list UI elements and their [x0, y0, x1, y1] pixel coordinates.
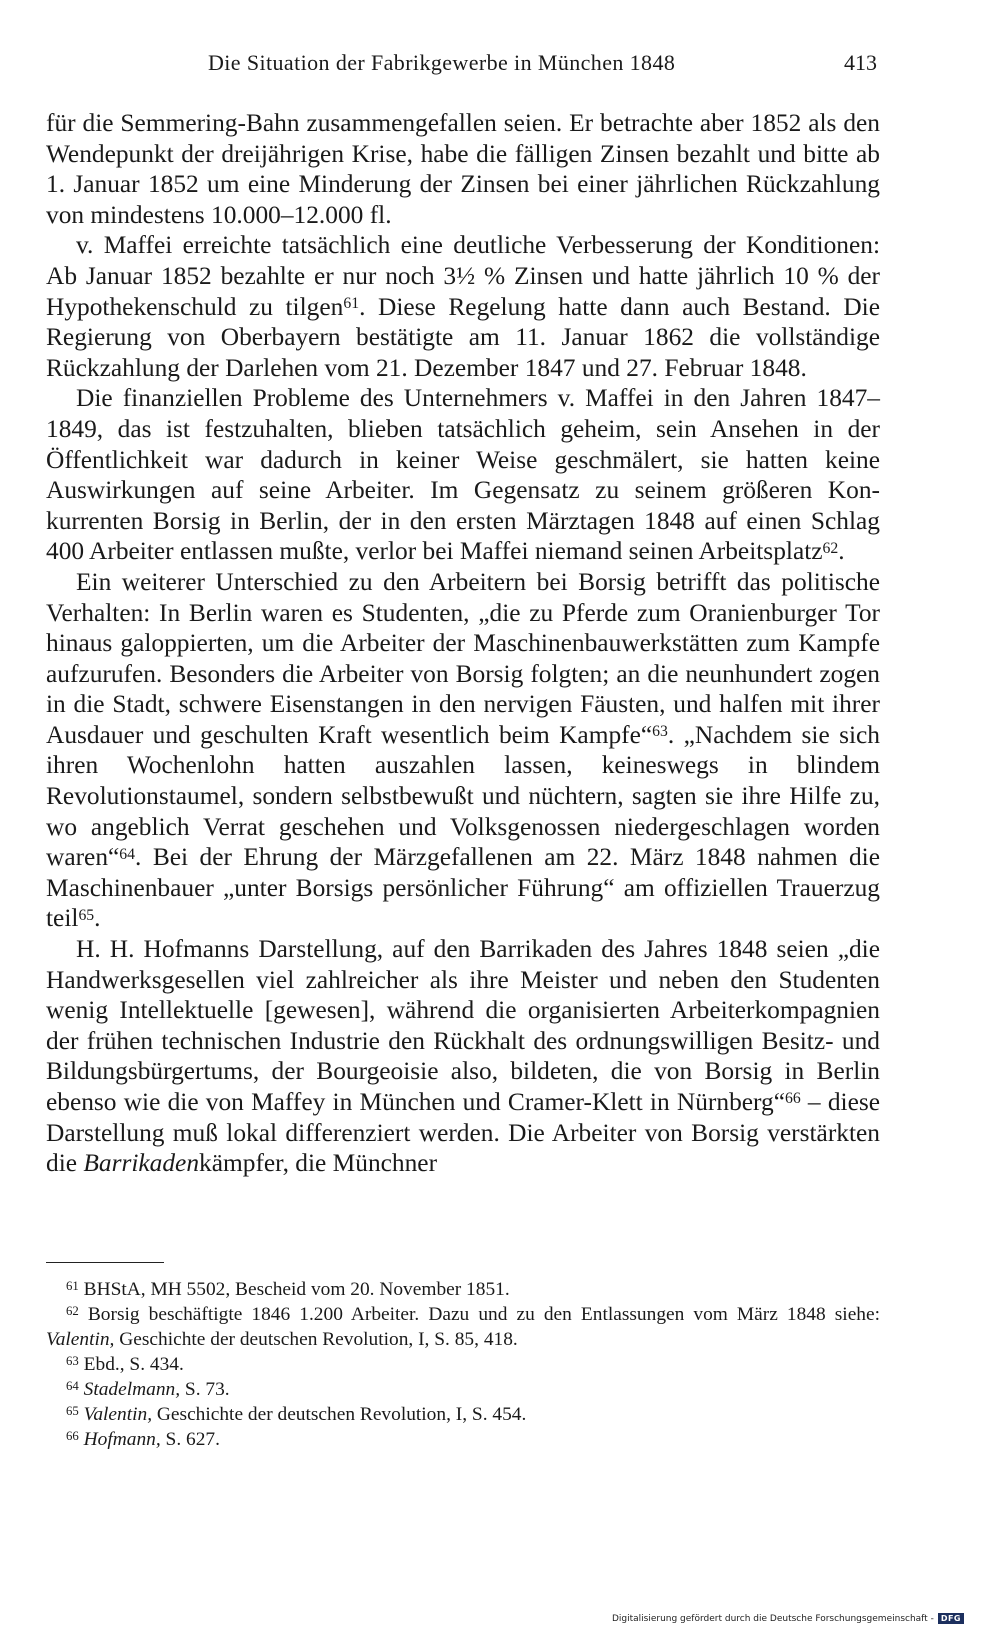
text-run: BHStA, MH 5502, Bescheid vom 20. November 1851. [83, 1279, 510, 1300]
text-run: Ebd., S. 434. [83, 1354, 184, 1375]
text-run: H. H. Hofmanns Darstellung, auf den Barrikaden des Jahres 1848 seien „die Handwerksgesellen viel zahlreicher als ihre Meister und neben den Studenten wenig Intellektuelle [gewesen], während die organisierten Arbeiterkompagnien der frühen technischen Industrie den Rückhalt des ordnungswilligen Besitz- und Bildungsbürgertums, der Bourgeoisie also, bildeten, die von Borsig in Berlin ebenso wie die von Maffey in München und Cramer-Klett in Nürnberg“ [46, 935, 880, 1116]
footnote-reference: 66 [785, 1090, 801, 1108]
text-run: . „Nachdem sie sich ihren Wochenlohn hatten auszahlen lassen, keineswegs in blindem Revolutionstaumel, sondern selbstbewußt und nüchtern, sagten sie ihre Hilfe zu, wo angeblich Verrat geschehen und Volksgenossen niedergeschlagen worden waren“ [46, 720, 880, 872]
page-header [0, 50, 1000, 80]
footnote [46, 1377, 880, 1402]
text-run: . Diese Regelung hatte dann auch Bestand. Die Regierung von Oberbayern bestätigte am 11. Januar 1862 die vollständige Rückzahlung der Darlehen vom 21. Dezember 1847 und 27. Februar 1848. [46, 292, 880, 382]
italic-text: Stadelmann, [83, 1379, 181, 1400]
footnote [46, 1352, 880, 1377]
text-run: S. 73. [180, 1379, 230, 1400]
footnote [46, 1427, 880, 1452]
footnote-number: 61 [66, 1279, 79, 1294]
footnote-reference: 64 [119, 845, 136, 863]
main-text [46, 108, 880, 1179]
footnote-reference: 62 [822, 539, 839, 557]
footnote-reference: 65 [78, 906, 95, 924]
footnotes [46, 1277, 880, 1452]
text-run: – diese Darstellung muß lokal differenziert werden. Die Arbeiter von Borsig verstärkten die [46, 1088, 881, 1178]
footnote [46, 1402, 880, 1427]
paragraph [46, 230, 880, 383]
italic-text: Valentin, [83, 1404, 153, 1425]
text-run: . Bei der Ehrung der Märzgefallenen am 22. März 1848 nahmen die Maschinenbauer „unter Borsigs persönlicher Führung“ am offiziellen Trauerzug teil [46, 843, 880, 933]
text-run: . [94, 904, 101, 933]
page-number: 413 [844, 50, 877, 75]
text-run: Die finanziellen Probleme des Unternehmers v. Maffei in den Jahren 1847–1849, das ist festzuhalten, blieben tatsächlich geheim, sein Ansehen in der Öffentlichkeit war dadurch in keiner Weise geschmälert, sie hatten keine Auswirkungen auf seine Arbeiter. Im Gegensatz zu seinem größeren Konkurrenten Borsig in Berlin, der in den ersten Märztagen 1848 auf einen Schlag 400 Arbeiter entlassen mußte, verlor bei Maffei niemand seinen Arbeitsplatz [46, 384, 880, 566]
paragraph [46, 567, 880, 934]
credit-text: Digitalisierung gefördert durch die Deutsche Forschungsgemeinschaft - [611, 1613, 934, 1624]
dfg-logo: DFG [938, 1613, 964, 1624]
text-run: v. Maffei erreichte tatsächlich eine deutliche Verbesserung der Konditionen: Ab Januar 1852 bezahlte er nur noch 3½ % Zinsen und hatte jährlich 10 % der Hypothekenschuld zu tilgen [46, 231, 880, 321]
paragraph [46, 383, 880, 567]
footnote [46, 1277, 880, 1302]
text-run: Borsig beschäftigte 1846 1.200 Arbeiter. Dazu und zu den Entlassungen vom März 1848 siehe: [87, 1304, 880, 1325]
italic-text: Valentin, [46, 1329, 115, 1350]
italic-text: Hofmann, [83, 1429, 161, 1450]
italic-text: Barrikaden [83, 1149, 200, 1178]
footnote-number: 65 [66, 1404, 79, 1419]
footnote-reference: 63 [652, 723, 668, 741]
footnote-reference: 61 [343, 294, 360, 312]
text-run: Geschichte der deutschen Revolution, I, S. 85, 418. [114, 1329, 518, 1350]
footnote-divider [46, 1262, 164, 1263]
text-run: Geschichte der deutschen Revolution, I, S. 454. [152, 1404, 527, 1425]
footnote-number: 66 [66, 1429, 79, 1444]
text-run: Ein weiterer Unterschied zu den Arbeitern bei Borsig betrifft das politische Verhalten: In Berlin waren es Studenten, „die zu Pferde zum Oranienburger Tor hinaus galoppierten, um die Arbeiter der Maschinenbauwerkstätten zum Kampfe aufzurufen. Besonders die Arbeiter von Borsig folgten; an die neunhundert zogen in die Stadt, schwere Eisenstangen in den nervigen Fäusten, und halfen mit ihrer Ausdauer und geschulten Kraft wesentlich beim Kampfe“ [46, 567, 880, 749]
text-run: S. 627. [160, 1429, 220, 1450]
digitization-credit [612, 1613, 964, 1624]
text-run: kämpfer, die Münchner [199, 1149, 438, 1178]
footnote-number: 64 [66, 1379, 79, 1394]
footnote-number: 63 [66, 1354, 79, 1369]
footnote-number: 62 [66, 1304, 79, 1319]
text-run: . [838, 537, 845, 566]
footnote [46, 1302, 880, 1352]
paragraph [46, 934, 880, 1179]
paragraph [46, 108, 880, 230]
running-title: Die Situation der Fabrikgewerbe in München 1848 [208, 50, 676, 75]
text-run: für die Semmering-Bahn zusammengefallen seien. Er betrachte aber 1852 als den Wendepunkt der dreijährigen Krise, habe die fälligen Zinsen bezahlt und bitte ab 1. Januar 1852 um eine Minderung der Zinsen bei einer jährlichen Rückzahlung von mindestens 10.000–12.000 fl. [46, 109, 880, 229]
